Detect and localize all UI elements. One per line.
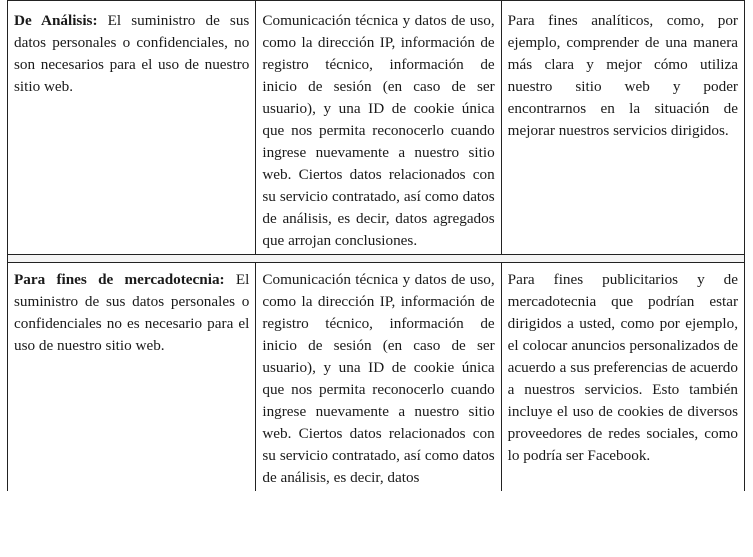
purpose-category-cell xyxy=(8,1,256,255)
purpose-cell xyxy=(501,263,744,492)
purpose-text: Para fines analíticos, como, por ejemplo, comprender de una manera más clara y mejor cómo utiliza nuestro sitio web y poder encontrarnos en la situación de mejorar nuestros servicios dirigidos. xyxy=(507,12,738,139)
data-collected-cell xyxy=(256,1,501,255)
data-collected-text: Comunicación técnica y datos de uso, como la dirección IP, información de registro técnico, información de inicio de sesión (en caso de ser usuario), y una ID de cookie única que nos permita reconocerlo cuando ingrese nuevamente a nuestro sitio web. Ciertos datos relacionados con su servicio contratado, así como datos de análisis, es decir, datos agregados que arrojan conclusiones. xyxy=(262,12,495,249)
purpose-text: Para fines publicitarios y de mercadotecnia que podrían estar dirigidos a usted, como por ejemplo, el colocar anuncios personalizados de acuerdo a sus preferencias de acuerdo a nuestros servicios. Esto también incluye el uso de cookies de diversos proveedores de redes sociales, como lo podría ser Facebook. xyxy=(507,271,738,464)
table-row-marketing xyxy=(8,263,745,492)
table-separator-row xyxy=(8,255,745,263)
category-description: El suministro de sus datos personales o confidenciales, no son necesarios para el uso de nuestro sitio web. xyxy=(14,12,250,95)
data-collected-cell xyxy=(256,263,501,492)
purpose-category-cell xyxy=(8,263,256,492)
data-processing-table xyxy=(7,0,745,491)
category-description: El suministro de sus datos personales o confidenciales no es necesario para el uso de nuestro sitio web. xyxy=(14,271,250,354)
category-term: Para fines de mercadotecnia: xyxy=(14,271,225,288)
table-row-analysis xyxy=(8,1,745,255)
data-collected-text: Comunicación técnica y datos de uso, como la dirección IP, información de registro técnico, información de inicio de sesión (en caso de ser usuario), y una ID de cookie única que nos permita reconocerlo cuando ingrese nuevamente a nuestro sitio web. Ciertos datos relacionados con su servicio contratado, así como datos de análisis, es decir, datos xyxy=(262,271,495,486)
separator-cell xyxy=(8,255,745,263)
category-term: De Análisis: xyxy=(14,12,98,29)
purpose-cell xyxy=(501,1,744,255)
